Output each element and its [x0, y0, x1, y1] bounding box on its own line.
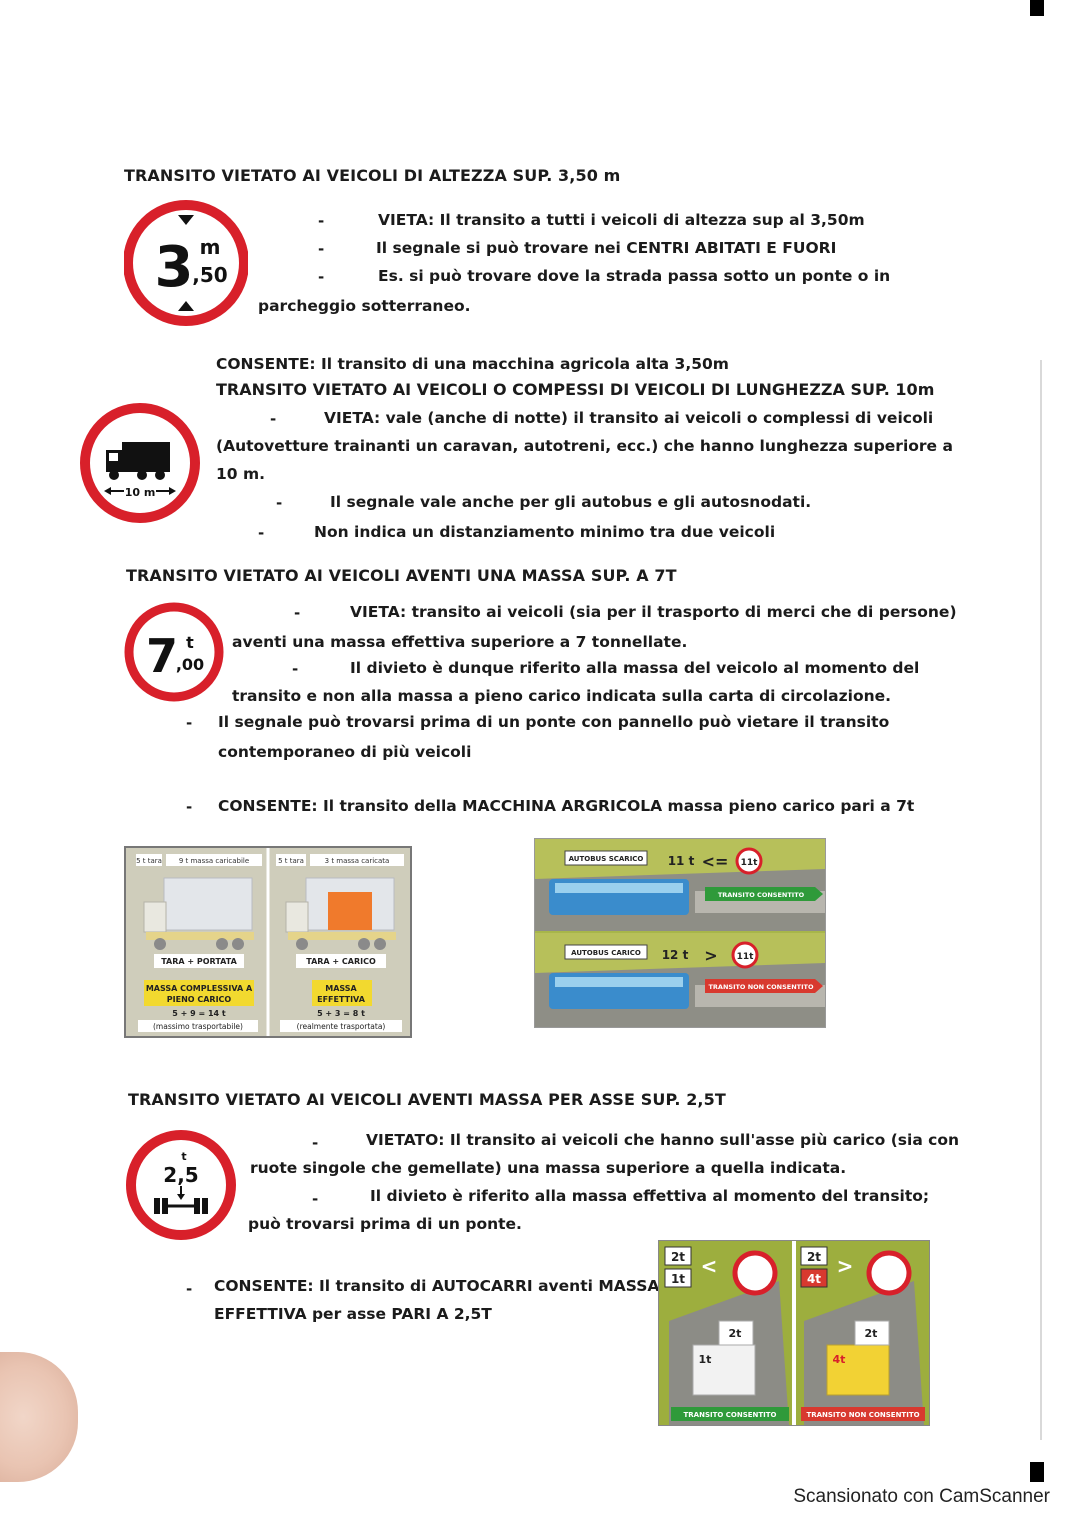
bus-bridge-illustration	[534, 838, 826, 1028]
svg-text:9 t massa caricabile: 9 t massa caricabile	[178, 857, 250, 865]
svg-text:4t: 4t	[832, 1353, 846, 1366]
svg-text:TRANSITO CONSENTITO: TRANSITO CONSENTITO	[683, 1411, 777, 1419]
height-sign-unit: m	[199, 235, 221, 259]
length-bullet-2: Il segnale vale anche per gli autobus e gli autosnodati.	[330, 493, 812, 511]
svg-text:TRANSITO NON CONSENTITO: TRANSITO NON CONSENTITO	[708, 983, 814, 991]
height-sign-big: 3	[154, 235, 194, 300]
height-sign-small: ,50	[192, 263, 228, 287]
axle-consente-line-2: EFFETTIVA per asse PARI A 2,5T	[214, 1305, 492, 1323]
mass-bullet-1-line-1: VIETA: transito ai veicoli (sia per il trasporto di merci che di persone)	[350, 603, 957, 621]
heading-mass: TRANSITO VIETATO AI VEICOLI AVENTI UNA MASSA SUP. A 7T	[126, 566, 677, 585]
bullet-dash: -	[292, 660, 299, 678]
svg-text:AUTOBUS SCARICO: AUTOBUS SCARICO	[568, 855, 644, 863]
height-continuation: parcheggio sotterraneo.	[258, 297, 471, 315]
bullet-dash: -	[312, 1190, 319, 1208]
svg-text:2t: 2t	[670, 1250, 686, 1264]
bullet-dash: -	[258, 524, 265, 542]
heading-length: TRANSITO VIETATO AI VEICOLI O COMPESSI DI VEICOLI DI LUNGHEZZA SUP. 10m	[216, 380, 935, 399]
axle-bullet-2-line-1: Il divieto è riferito alla massa effettiva al momento del transito;	[370, 1187, 930, 1205]
svg-text:PIENO CARICO: PIENO CARICO	[166, 995, 232, 1004]
height-consente: CONSENTE: Il transito di una macchina agricola alta 3,50m	[216, 355, 729, 373]
bullet-dash: -	[318, 268, 325, 286]
svg-text:>: >	[704, 946, 718, 965]
svg-text:MASSA COMPLESSIVA A: MASSA COMPLESSIVA A	[145, 984, 253, 993]
svg-text:11 t: 11 t	[667, 854, 695, 868]
mass-sign-small: ,00	[175, 655, 205, 674]
length-sign-label: 10 m	[124, 486, 156, 499]
mass-bullet-2-line-2: transito e non alla massa a pieno carico indicata sulla carta di circolazione.	[232, 687, 892, 705]
finger-in-scan	[0, 1352, 78, 1482]
svg-text:1t: 1t	[670, 1272, 686, 1286]
bullet-dash: -	[318, 240, 325, 258]
bullet-dash: -	[186, 1280, 193, 1298]
axle-sign-value: 2,5	[163, 1163, 199, 1187]
bullet-dash: -	[276, 494, 283, 512]
scan-edge	[1040, 360, 1042, 1440]
svg-text:(realmente trasportata): (realmente trasportata)	[296, 1022, 386, 1031]
mass-sign-unit: t	[186, 633, 194, 652]
svg-text:TRANSITO NON CONSENTITO: TRANSITO NON CONSENTITO	[806, 1411, 920, 1419]
svg-text:11t: 11t	[736, 952, 754, 962]
length-limit-sign	[80, 402, 200, 524]
bullet-dash: -	[294, 604, 301, 622]
svg-text:>: >	[836, 1254, 854, 1278]
svg-text:2t: 2t	[806, 1250, 822, 1264]
axle-bullet-1-line-2: ruote singole che gemellate) una massa superiore a quella indicata.	[250, 1159, 847, 1177]
heading-height: TRANSITO VIETATO AI VEICOLI DI ALTEZZA SUP. 3,50 m	[124, 166, 621, 185]
svg-text:2t: 2t	[728, 1327, 742, 1340]
axle-consente-line-1: CONSENTE: Il transito di AUTOCARRI aventi MASSA	[214, 1277, 660, 1295]
height-bullet-1: VIETA: Il transito a tutti i veicoli di altezza sup al 3,50m	[378, 211, 865, 229]
svg-text:EFFETTIVA: EFFETTIVA	[317, 995, 365, 1004]
svg-text:<=: <=	[701, 852, 729, 871]
svg-text:3 t massa caricata: 3 t massa caricata	[324, 857, 390, 865]
svg-text:TARA + PORTATA: TARA + PORTATA	[161, 957, 237, 966]
length-bullet-1-line-3: 10 m.	[216, 465, 266, 483]
svg-text:11t: 11t	[740, 858, 758, 868]
mass-bullet-3-line-1: Il segnale può trovarsi prima di un ponte con pannello può vietare il transito	[218, 713, 890, 731]
svg-text:5 + 3 = 8 t: 5 + 3 = 8 t	[317, 1009, 365, 1018]
svg-text:AUTOBUS CARICO: AUTOBUS CARICO	[571, 949, 641, 957]
svg-text:12 t: 12 t	[661, 948, 689, 962]
length-bullet-1-line-2: (Autovetture trainanti un caravan, autotreni, ecc.) che hanno lunghezza superiore a	[216, 437, 953, 455]
axle-mass-sign	[126, 1130, 236, 1240]
svg-text:1t: 1t	[698, 1353, 712, 1366]
axle-bridge-illustration	[658, 1240, 930, 1426]
mass-bullet-2-line-1: Il divieto è dunque riferito alla massa del veicolo al momento del	[350, 659, 920, 677]
axle-sign-unit: t	[181, 1150, 187, 1163]
bullet-dash: -	[318, 212, 325, 230]
svg-text:5 t tara: 5 t tara	[136, 857, 162, 865]
mass-bullet-3-line-2: contemporaneo di più veicoli	[218, 743, 472, 761]
mass-consente: CONSENTE: Il transito della MACCHINA ARGRICOLA massa pieno carico pari a 7t	[218, 797, 915, 815]
length-bullet-3: Non indica un distanziamento minimo tra due veicoli	[314, 523, 776, 541]
axle-bullet-1-line-1: VIETATO: Il transito ai veicoli che hanno sull'asse più carico (sia con	[366, 1131, 960, 1149]
length-bullet-1-line-1: VIETA: vale (anche di notte) il transito ai veicoli o complessi di veicoli	[324, 409, 934, 427]
mass-limit-sign	[124, 602, 224, 702]
svg-text:MASSA: MASSA	[325, 984, 357, 993]
height-limit-sign	[124, 200, 248, 326]
bullet-dash: -	[312, 1134, 319, 1152]
mass-bullet-1-line-2: aventi una massa effettiva superiore a 7 tonnellate.	[232, 633, 688, 651]
height-bullet-2: Il segnale si può trovare nei CENTRI ABITATI E FUORI	[376, 239, 837, 257]
svg-text:4t: 4t	[806, 1272, 822, 1286]
bullet-dash: -	[186, 714, 193, 732]
height-bullet-3: Es. si può trovare dove la strada passa sotto un ponte o in	[378, 267, 891, 285]
axle-bullet-2-line-2: può trovarsi prima di un ponte.	[248, 1215, 522, 1233]
bullet-dash: -	[186, 798, 193, 816]
tara-portata-illustration	[124, 846, 412, 1038]
svg-text:(massimo trasportabile): (massimo trasportabile)	[153, 1022, 243, 1031]
scan-marker-bottom	[1030, 1462, 1044, 1482]
svg-text:5 t tara: 5 t tara	[278, 857, 304, 865]
mass-sign-big: 7	[145, 629, 179, 683]
svg-text:TRANSITO CONSENTITO: TRANSITO CONSENTITO	[717, 891, 805, 899]
svg-text:<: <	[700, 1254, 718, 1278]
heading-axle: TRANSITO VIETATO AI VEICOLI AVENTI MASSA PER ASSE SUP. 2,5T	[128, 1090, 726, 1109]
scan-marker-top	[1030, 0, 1044, 16]
bullet-dash: -	[270, 410, 277, 428]
svg-text:TARA + CARICO: TARA + CARICO	[306, 957, 376, 966]
footer-camscanner: Scansionato con CamScanner	[793, 1486, 1050, 1507]
svg-text:5 + 9 = 14 t: 5 + 9 = 14 t	[172, 1009, 226, 1018]
svg-text:2t: 2t	[864, 1327, 878, 1340]
